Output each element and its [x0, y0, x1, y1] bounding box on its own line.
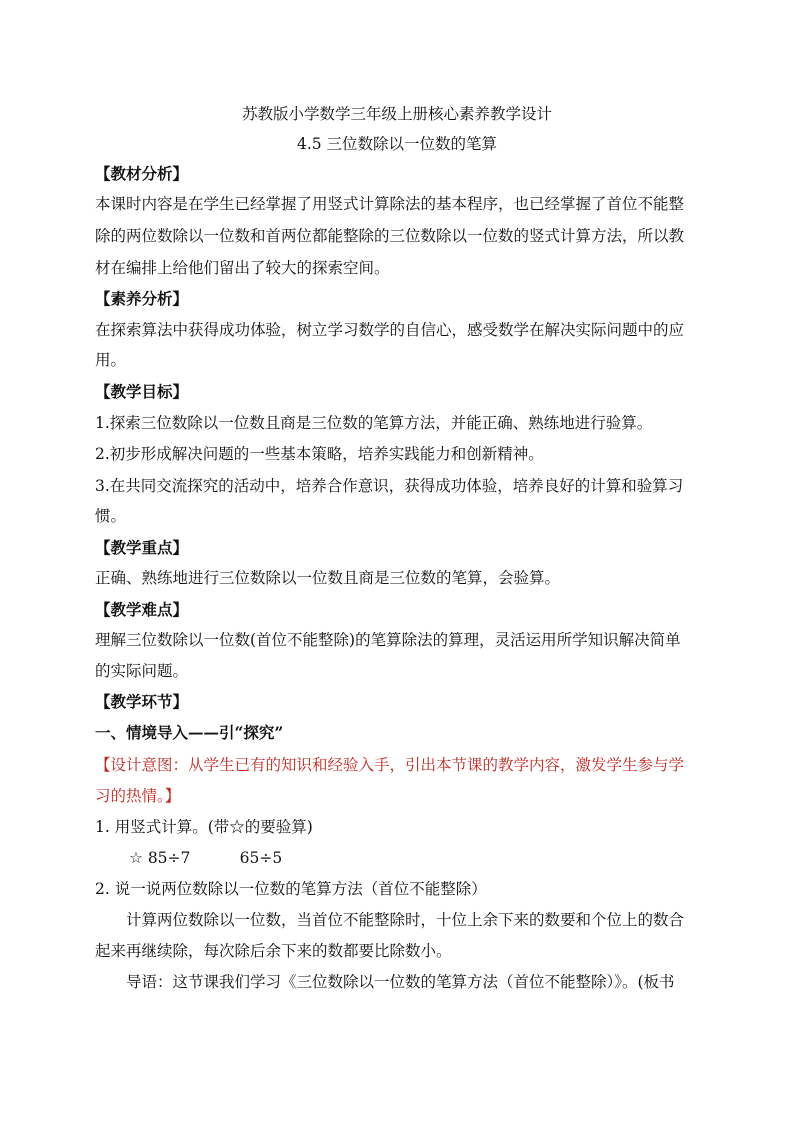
paragraph-line: 材在编排上给他们留出了较大的探索空间。 [95, 259, 390, 277]
paragraph-line: 本课时内容是在学生已经掌握了用竖式计算除法的基本程序，也已经掌握了首位不能整 [95, 195, 685, 213]
paragraph-line: 在探索算法中获得成功体验，树立学习数学的自信心，感受数学在解决实际问题中的应 [95, 321, 685, 339]
goal-item: 2.初步形成解决问题的一些基本策略，培养实践能力和创新精神。 [95, 445, 544, 463]
section-heading-key: 【教学重点】 [95, 538, 189, 557]
goal-item: 3.在共同交流探究的活动中，培养合作意识，获得成功体验，培养良好的计算和验算习 [95, 477, 684, 495]
section-heading-process: 【教学环节】 [95, 692, 189, 711]
paragraph-line: 用。 [95, 351, 127, 369]
paragraph-line: 的实际问题。 [95, 662, 189, 680]
task-item: 2. 说一说两位数除以一位数的笔算方法（首位不能整除） [95, 880, 487, 898]
section-heading-material: 【教材分析】 [95, 164, 189, 183]
exercise-line: ☆ 85÷7 65÷5 [129, 849, 283, 867]
paragraph-line: 起来再继续除，每次除后余下来的数都要比除数小。 [95, 942, 452, 960]
task-item: 1. 用竖式计算。(带☆的要验算) [95, 818, 313, 836]
design-intent-note: 【设计意图：从学生已有的知识和经验入手，引出本节课的教学内容，激发学生参与学 [95, 756, 685, 774]
paragraph-line: 计算两位数除以一位数，当首位不能整除时，十位上余下来的数要和个位上的数合 [126, 911, 685, 929]
part-heading: 一、情境导入——引“探究” [95, 723, 284, 742]
design-intent-note: 习的热情。】 [95, 787, 181, 805]
section-heading-goals: 【教学目标】 [95, 382, 189, 401]
paragraph-line: 除的两位数除以一位数和首两位都能整除的三位数除以一位数的竖式计算方法，所以教 [95, 227, 685, 245]
document-subtitle: 4.5 三位数除以一位数的笔算 [296, 135, 498, 153]
goal-item: 1.探索三位数除以一位数且商是三位数的笔算方法，并能正确、熟练地进行验算。 [95, 414, 653, 432]
section-heading-difficulty: 【教学难点】 [95, 600, 189, 619]
document-title: 苏教版小学数学三年级上册核心素养教学设计 [241, 105, 552, 123]
goal-item: 惯。 [95, 507, 127, 525]
paragraph-line: 导语：这节课我们学习《三位数除以一位数的笔算方法（首位不能整除）》。(板书 [126, 973, 675, 991]
paragraph-line: 理解三位数除以一位数(首位不能整除)的笔算除法的算理，灵活运用所学知识解决简单 [95, 631, 681, 649]
section-heading-literacy: 【素养分析】 [95, 289, 189, 308]
paragraph-line: 正确、熟练地进行三位数除以一位数且商是三位数的笔算，会验算。 [95, 569, 561, 587]
